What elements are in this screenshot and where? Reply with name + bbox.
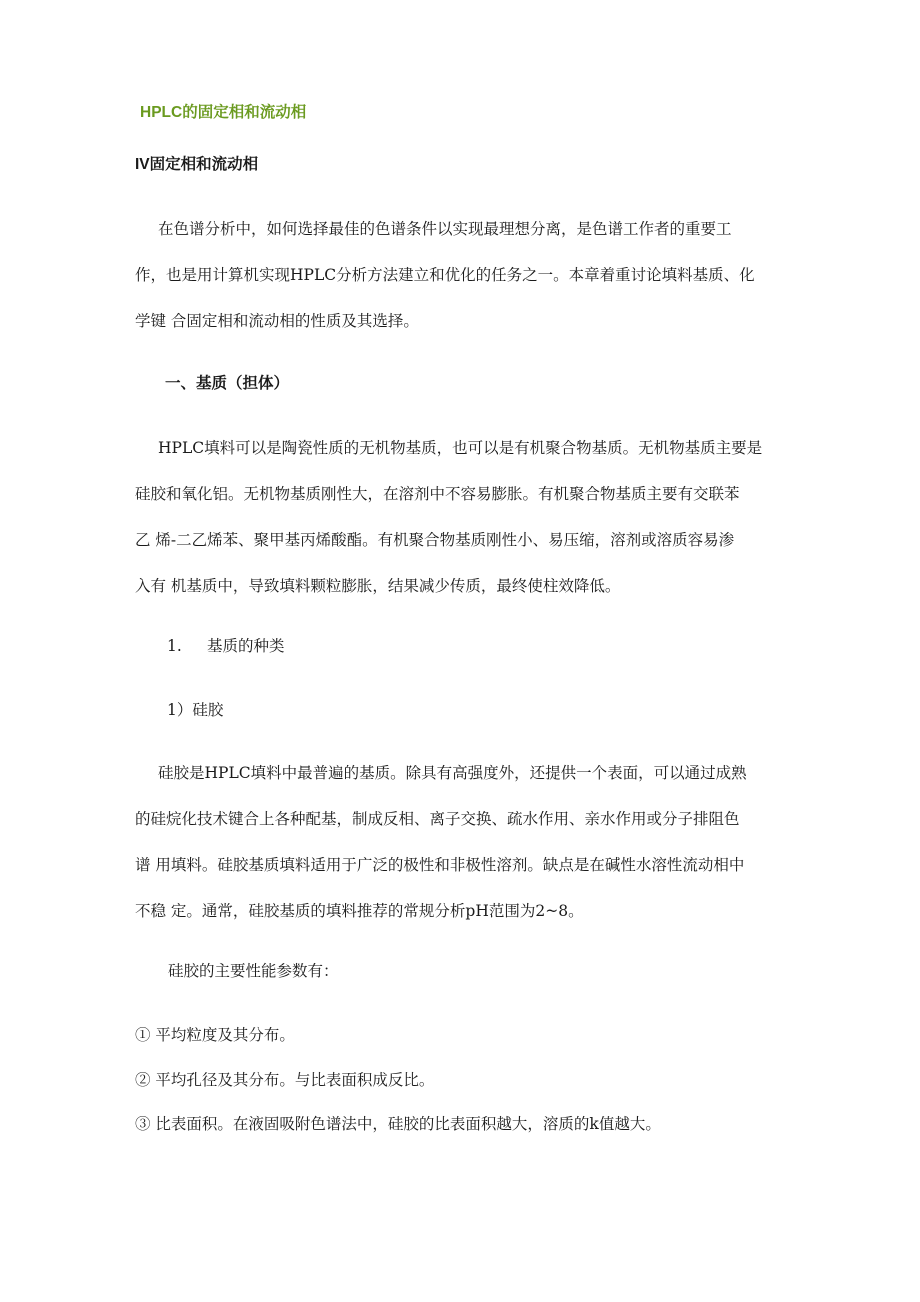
paragraph-line: 在色谱分析中，如何选择最佳的色谱条件以实现最理想分离，是色谱工作者的重要工	[158, 220, 732, 238]
matrix-paragraph	[135, 425, 795, 609]
subsection-number: 1.	[167, 637, 182, 655]
paragraph-line: 入有 机基质中，导致填料颗粒膨胀，结果减少传质，最终使柱效降低。	[135, 577, 621, 595]
intro-paragraph	[135, 206, 795, 344]
subsubsection-heading-silica: 1）硅胶	[167, 701, 224, 719]
paragraph-line: 学键 合固定相和流动相的性质及其选择。	[135, 312, 419, 330]
paragraph-line: 乙 烯-二乙烯苯、聚甲基丙烯酸酯。有机聚合物基质刚性小、易压缩，溶剂或溶质容易渗	[135, 531, 735, 549]
paragraph-line: 硅胶和氧化铝。无机物基质刚性大，在溶剂中不容易膨胀。有机聚合物基质主要有交联苯	[135, 485, 740, 503]
paragraph-line: HPLC填料可以是陶瓷性质的无机物基质，也可以是有机聚合物基质。无机物基质主要是	[158, 439, 763, 457]
property-item: ③ 比表面积。在液固吸附色谱法中，硅胶的比表面积越大，溶质的k值越大。	[135, 1115, 661, 1133]
chapter-heading: IV固定相和流动相	[135, 156, 259, 173]
paragraph-line: 谱 用填料。硅胶基质填料适用于广泛的极性和非极性溶剂。缺点是在碱性水溶性流动相中	[135, 856, 745, 874]
silica-paragraph	[135, 750, 795, 934]
paragraph-line: 的硅烷化技术键合上各种配基，制成反相、离子交换、疏水作用、亲水作用或分子排阻色	[135, 810, 740, 828]
paragraph-line: 硅胶是HPLC填料中最普遍的基质。除具有高强度外，还提供一个表面，可以通过成熟	[158, 764, 747, 782]
subsection-heading-types	[167, 636, 285, 656]
subsection-label: 基质的种类	[207, 637, 285, 655]
paragraph-line: 不稳 定。通常，硅胶基质的填料推荐的常规分析pH范围为2~8。	[135, 902, 584, 920]
paragraph-line: 作，也是用计算机实现HPLC分析方法建立和优化的任务之一。本章着重讨论填料基质、化	[135, 266, 755, 284]
property-item: ① 平均粒度及其分布。	[135, 1026, 295, 1044]
document-title: HPLC的固定相和流动相	[140, 104, 307, 121]
property-item: ② 平均孔径及其分布。与比表面积成反比。	[135, 1071, 435, 1089]
section-heading-matrix: 一、基质（担体）	[165, 375, 290, 392]
properties-intro: 硅胶的主要性能参数有：	[168, 962, 339, 980]
